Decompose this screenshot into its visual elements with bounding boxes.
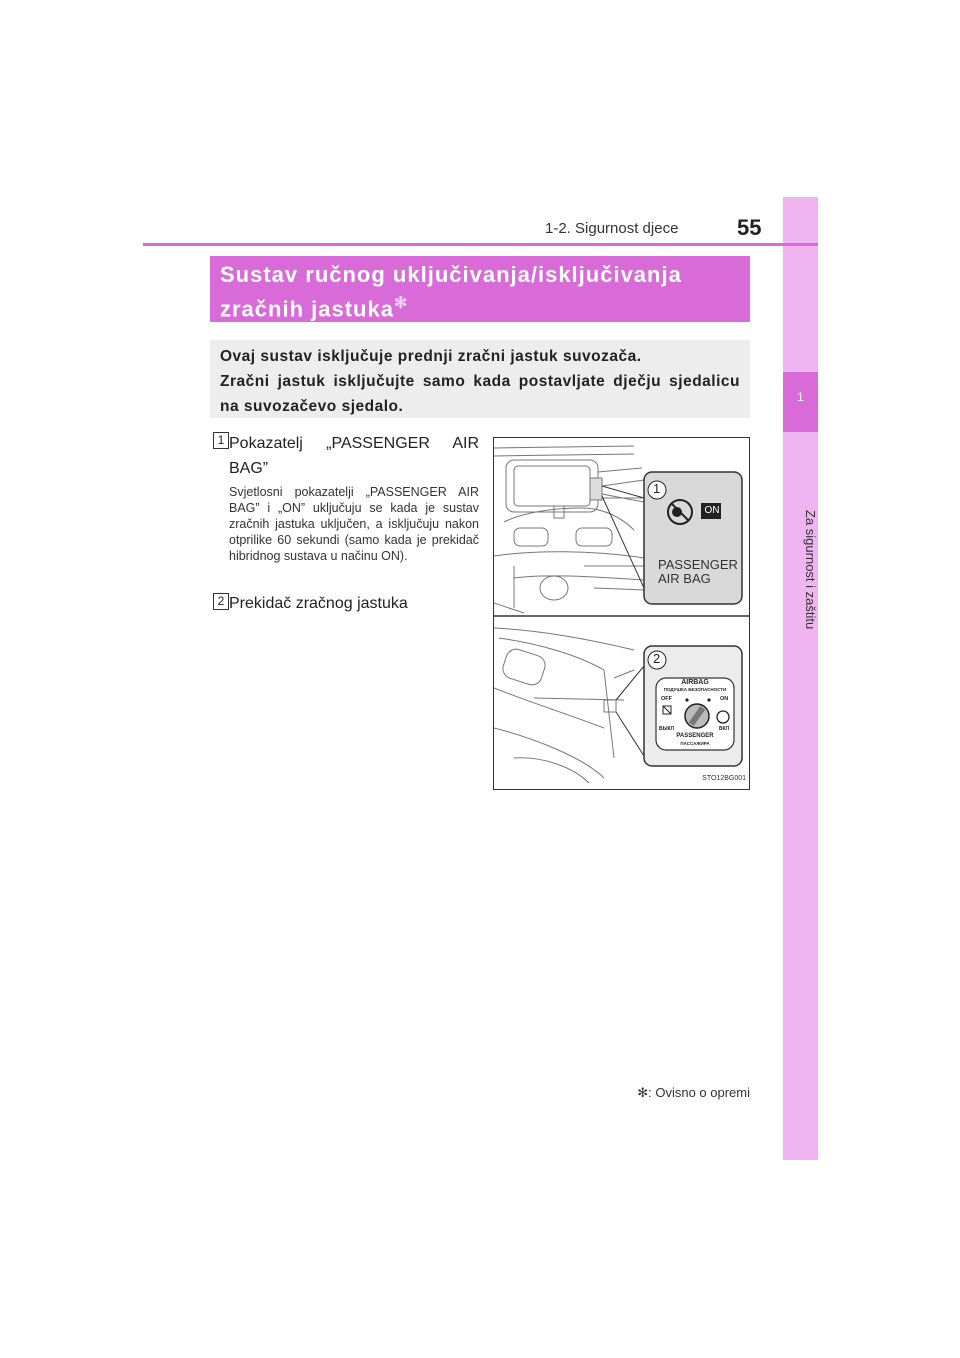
chapter-title: Za sigurnost i zaštitu: [803, 510, 818, 630]
switch-title: AIRBAG: [681, 679, 709, 686]
footnote-asterisk-icon: ✻: [637, 1085, 649, 1100]
item-number-badge-1: 1: [213, 432, 229, 449]
switch-footer-ru: ПАССАЖИРА: [680, 741, 710, 746]
header-divider: [143, 243, 818, 246]
chapter-number: 1: [797, 390, 804, 404]
asterisk-icon: ✻: [393, 295, 409, 312]
airbag-illustration: [493, 437, 750, 790]
section-title-line2: zračnih jastuka: [220, 296, 394, 322]
switch-off-label: OFF: [661, 696, 672, 702]
item-number-badge-2: 2: [213, 593, 229, 610]
airbag-key-switch: [685, 704, 709, 728]
figure-code: STO12BG001: [702, 775, 746, 782]
intro-line-1: Ovaj sustav isključuje prednji zračni jastuk suvozača.: [220, 348, 642, 365]
section-reference: 1-2. Sigurnost djece: [545, 220, 679, 237]
footnote-text: : Ovisno o opremi: [648, 1085, 750, 1100]
switch-on-label: ON: [720, 696, 729, 702]
intro-box: [210, 340, 750, 418]
item-1-description: Svjetlosni pokazatelji „PASSENGER AIR BAG” i „ON” uključuju se kada je sustav zračnih jastuka uključen, a isključuju nakon otprilike 60 sekundi (samo kada je prekidač hibridnog sustava u načinu ON).: [229, 485, 479, 563]
intro-line-3: na suvozačevo sjedalo.: [220, 398, 404, 415]
section-title-line1: Sustav ručnog uključivanja/isključivanja: [220, 262, 682, 287]
callout-2-number: 2: [653, 651, 661, 666]
switch-off-ru-label: ВЫКЛ: [659, 726, 675, 732]
callout-1-number: 1: [653, 481, 661, 496]
switch-on-ru-label: ВКЛ: [719, 726, 730, 732]
item-2-title: Prekidač zračnog jastuka: [229, 595, 408, 612]
indicator-label: [658, 558, 738, 586]
footnote: [620, 1085, 750, 1101]
indicator-label-line2: AIR BAG: [658, 571, 711, 586]
page-number: 55: [737, 215, 762, 240]
item-1-title: Pokazatelj „PASSENGER AIR BAG”: [229, 435, 479, 477]
section-title-banner: [210, 256, 750, 322]
switch-footer: PASSENGER: [676, 733, 714, 739]
indicator-label-line1: PASSENGER: [658, 557, 738, 572]
intro-line-2: Zračni jastuk isključujte samo kada postavljate dječju sjedalicu: [220, 373, 740, 390]
indicator-on-label: ON: [704, 505, 720, 516]
switch-title-ru: ПОДУШКА БЕЗОПАСНОСТИ: [663, 687, 727, 692]
